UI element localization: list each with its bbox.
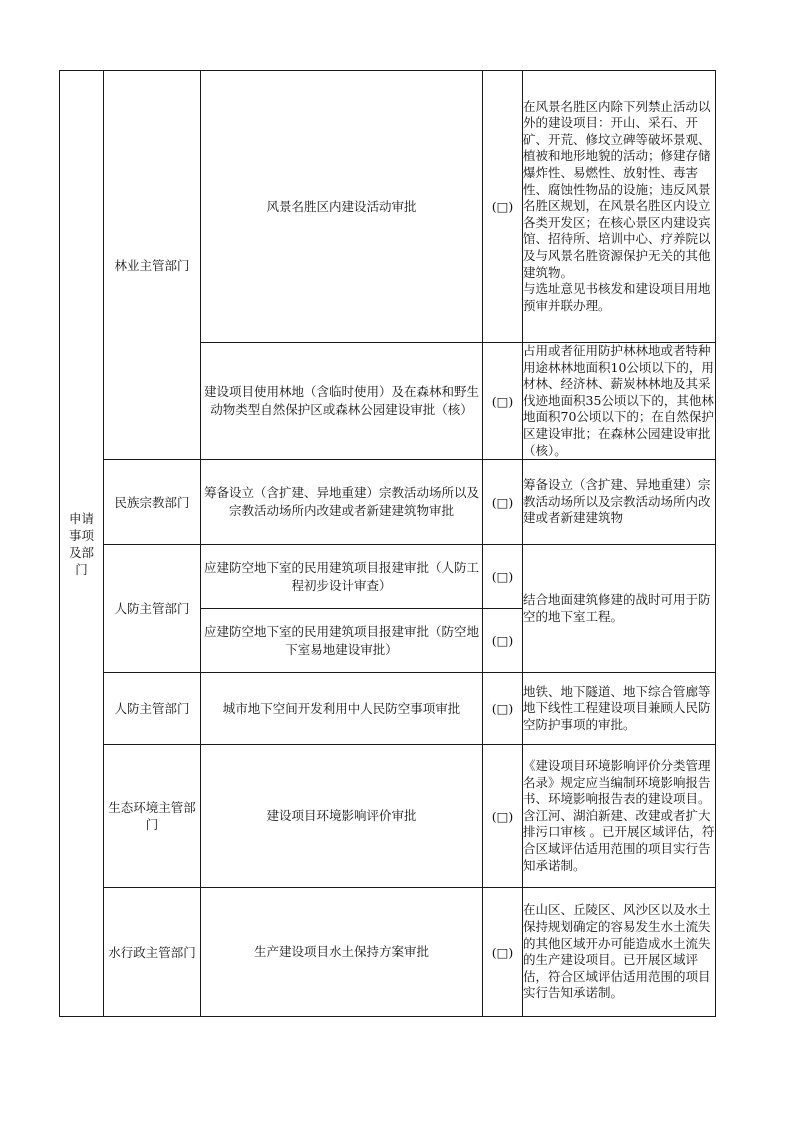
checkbox-mark: (□) [483,609,523,673]
table-row [60,888,716,1017]
department-cell: 生态环境主管部门 [104,745,201,888]
checkbox-mark: (□) [483,545,523,609]
approval-item-cell: 风景名胜区内建设活动审批 [201,71,483,343]
approval-item-cell: 应建防空地下室的民用建筑项目报建审批（人防工程初步设计审查） [201,545,483,609]
department-cell: 水行政主管部门 [104,888,201,1017]
department-cell: 林业主管部门 [104,71,201,460]
checkbox-mark: (□) [483,673,523,745]
table-row [60,745,716,888]
side-category-label: 申请事项及部门 [68,510,94,577]
table-row [60,673,716,745]
checkbox-mark: (□) [483,460,523,545]
checkbox-mark: (□) [483,888,523,1017]
checkbox-mark: (□) [483,343,523,460]
description-cell: 筹备设立（含扩建、异地重建）宗教活动场所以及宗教活动场所内改建或者新建建筑物 [523,460,716,545]
table-row [60,460,716,545]
department-cell: 人防主管部门 [104,673,201,745]
approval-item-cell: 生产建设项目水土保持方案审批 [201,888,483,1017]
description-cell: 在风景名胜区内除下列禁止活动以外的建设项目：开山、采石、开矿、开荒、修坟立碑等破坏景观、植被和地形地貌的活动；修建存储爆炸性、易燃性、放射性、毒害性、腐蚀性物品的设施；违反风景名胜区规划，在风景名胜区内设立各类开发区；在核心景区内建设宾馆、招待所、培训中心、疗养院以及与风景名胜资源保护无关的其他建筑物。 与选址意见书核发和建设项目用地预审并联办理。 [523,71,716,343]
checkbox-mark: (□) [483,745,523,888]
description-cell: 结合地面建筑修建的战时可用于防空的地下室工程。 [523,545,716,673]
description-cell: 在山区、丘陵区、风沙区以及水土保持规划确定的容易发生水土流失的其他区域开办可能造成水土流失的生产建设项目。已开展区域评估，符合区域评估适用范围的项目实行告知承诺制。 [523,888,716,1017]
approval-item-cell: 建设项目环境影响评价审批 [201,745,483,888]
description-cell: 地铁、地下隧道、地下综合管廊等地下线性工程建设项目兼顾人民防空防护事项的审批。 [523,673,716,745]
table-row [60,71,716,343]
approval-item-cell: 应建防空地下室的民用建筑项目报建审批（防空地下室易地建设审批） [201,609,483,673]
checkbox-mark: (□) [483,71,523,343]
department-cell: 人防主管部门 [104,545,201,673]
approval-items-table [59,70,716,1017]
table-row [60,545,716,609]
side-category-cell [60,71,104,1017]
approval-item-cell: 建设项目使用林地（含临时使用）及在森林和野生动物类型自然保护区或森林公园建设审批（核） [201,343,483,460]
approval-item-cell: 城市地下空间开发利用中人民防空事项审批 [201,673,483,745]
description-cell: 占用或者征用防护林林地或者特种用途林林地面积10公顷以下的，用材林、经济林、薪炭林林地及其采伐迹地面积35公顷以下的，其他林地面积70公顷以下的；在自然保护区建设审批；在森林公园建设审批（核）。 [523,343,716,460]
approval-item-cell: 筹备设立（含扩建、异地重建）宗教活动场所以及宗教活动场所内改建或者新建建筑物审批 [201,460,483,545]
department-cell: 民族宗教部门 [104,460,201,545]
description-cell: 《建设项目环境影响评价分类管理名录》规定应当编制环境影响报告书、环境影响报告表的建设项目。含江河、湖泊新建、改建或者扩大排污口审核 。已开展区域评估，符合区域评估适用范围的项目实行告知承诺制。 [523,745,716,888]
